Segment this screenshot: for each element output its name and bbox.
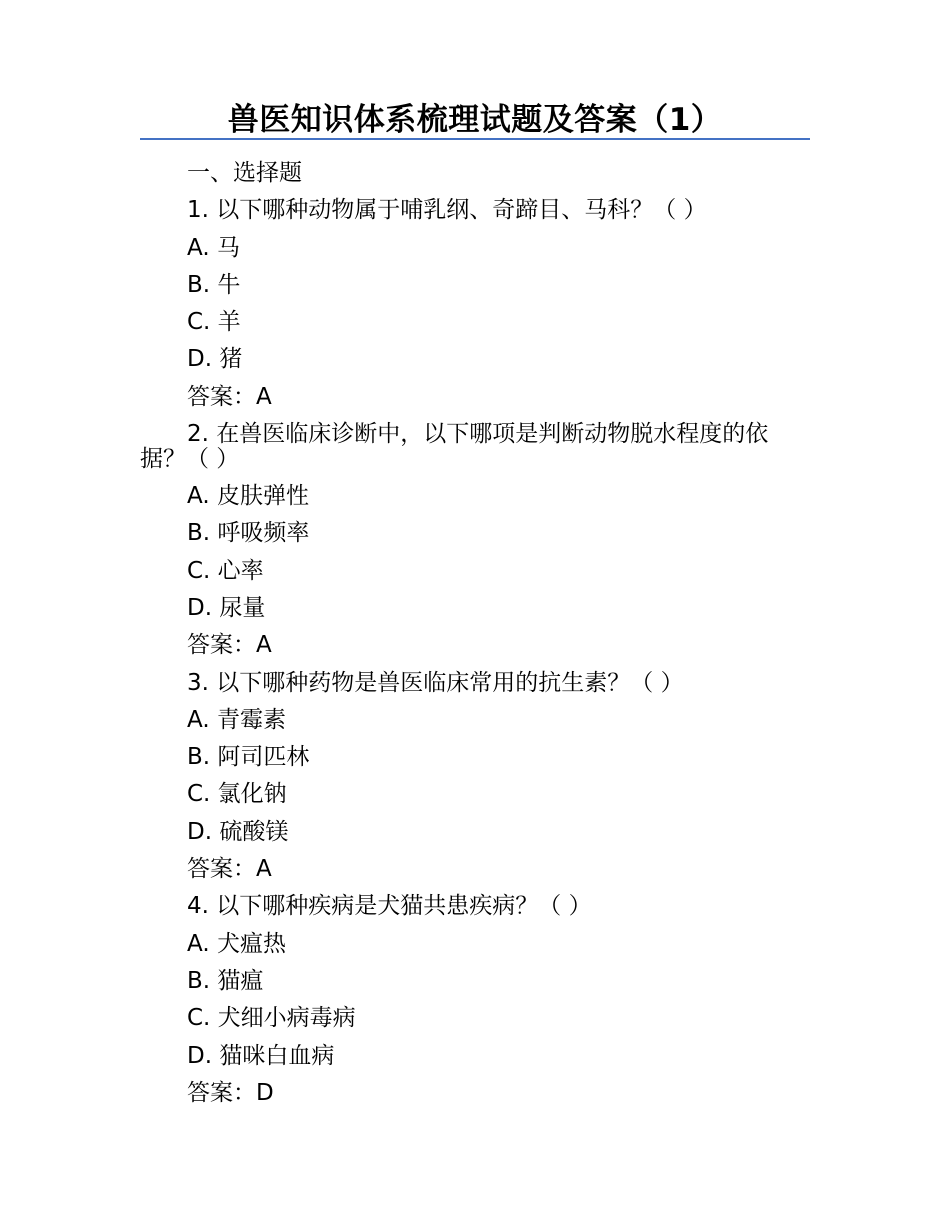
question-stem: 1. 以下哪种动物属于哺乳纲、奇蹄目、马科？（ ）	[187, 197, 707, 224]
question-answer: 答案：A	[187, 632, 272, 659]
question-stem: 2. 在兽医临床诊断中，以下哪项是判断动物脱水程度的依据？（ ）	[140, 421, 769, 473]
question-option: A. 马	[187, 234, 240, 261]
question-answer: 答案：D	[187, 1079, 274, 1106]
question-option: D. 硫酸镁	[187, 818, 289, 845]
question-option: A. 犬瘟热	[187, 930, 286, 957]
document-body	[140, 155, 810, 1112]
question-option: C. 心率	[187, 557, 264, 584]
question-option: D. 猫咪白血病	[187, 1042, 335, 1069]
question-stem: 4. 以下哪种疾病是犬猫共患疾病？（ ）	[187, 893, 592, 920]
question-stem: 3. 以下哪种药物是兽医临床常用的抗生素？（ ）	[187, 669, 684, 696]
question-answer: 答案：A	[187, 856, 272, 883]
question-option: B. 阿司匹林	[187, 744, 310, 771]
question-option: C. 犬细小病毒病	[187, 1005, 356, 1032]
section-heading: 一、选择题	[187, 160, 302, 186]
document-title: 兽医知识体系梳理试题及答案（1）	[227, 102, 723, 138]
question-answer: 答案：A	[187, 383, 272, 410]
question-option: D. 尿量	[187, 594, 266, 621]
question-option: C. 氯化钠	[187, 781, 287, 808]
question-option: B. 牛	[187, 271, 241, 298]
question-option: C. 羊	[187, 309, 241, 336]
question-option: D. 猪	[187, 346, 243, 373]
question-option: A. 皮肤弹性	[187, 483, 309, 510]
title-underline	[140, 138, 810, 140]
question-option: B. 呼吸频率	[187, 520, 310, 547]
question-option: B. 猫瘟	[187, 967, 264, 994]
question-option: A. 青霉素	[187, 706, 286, 733]
